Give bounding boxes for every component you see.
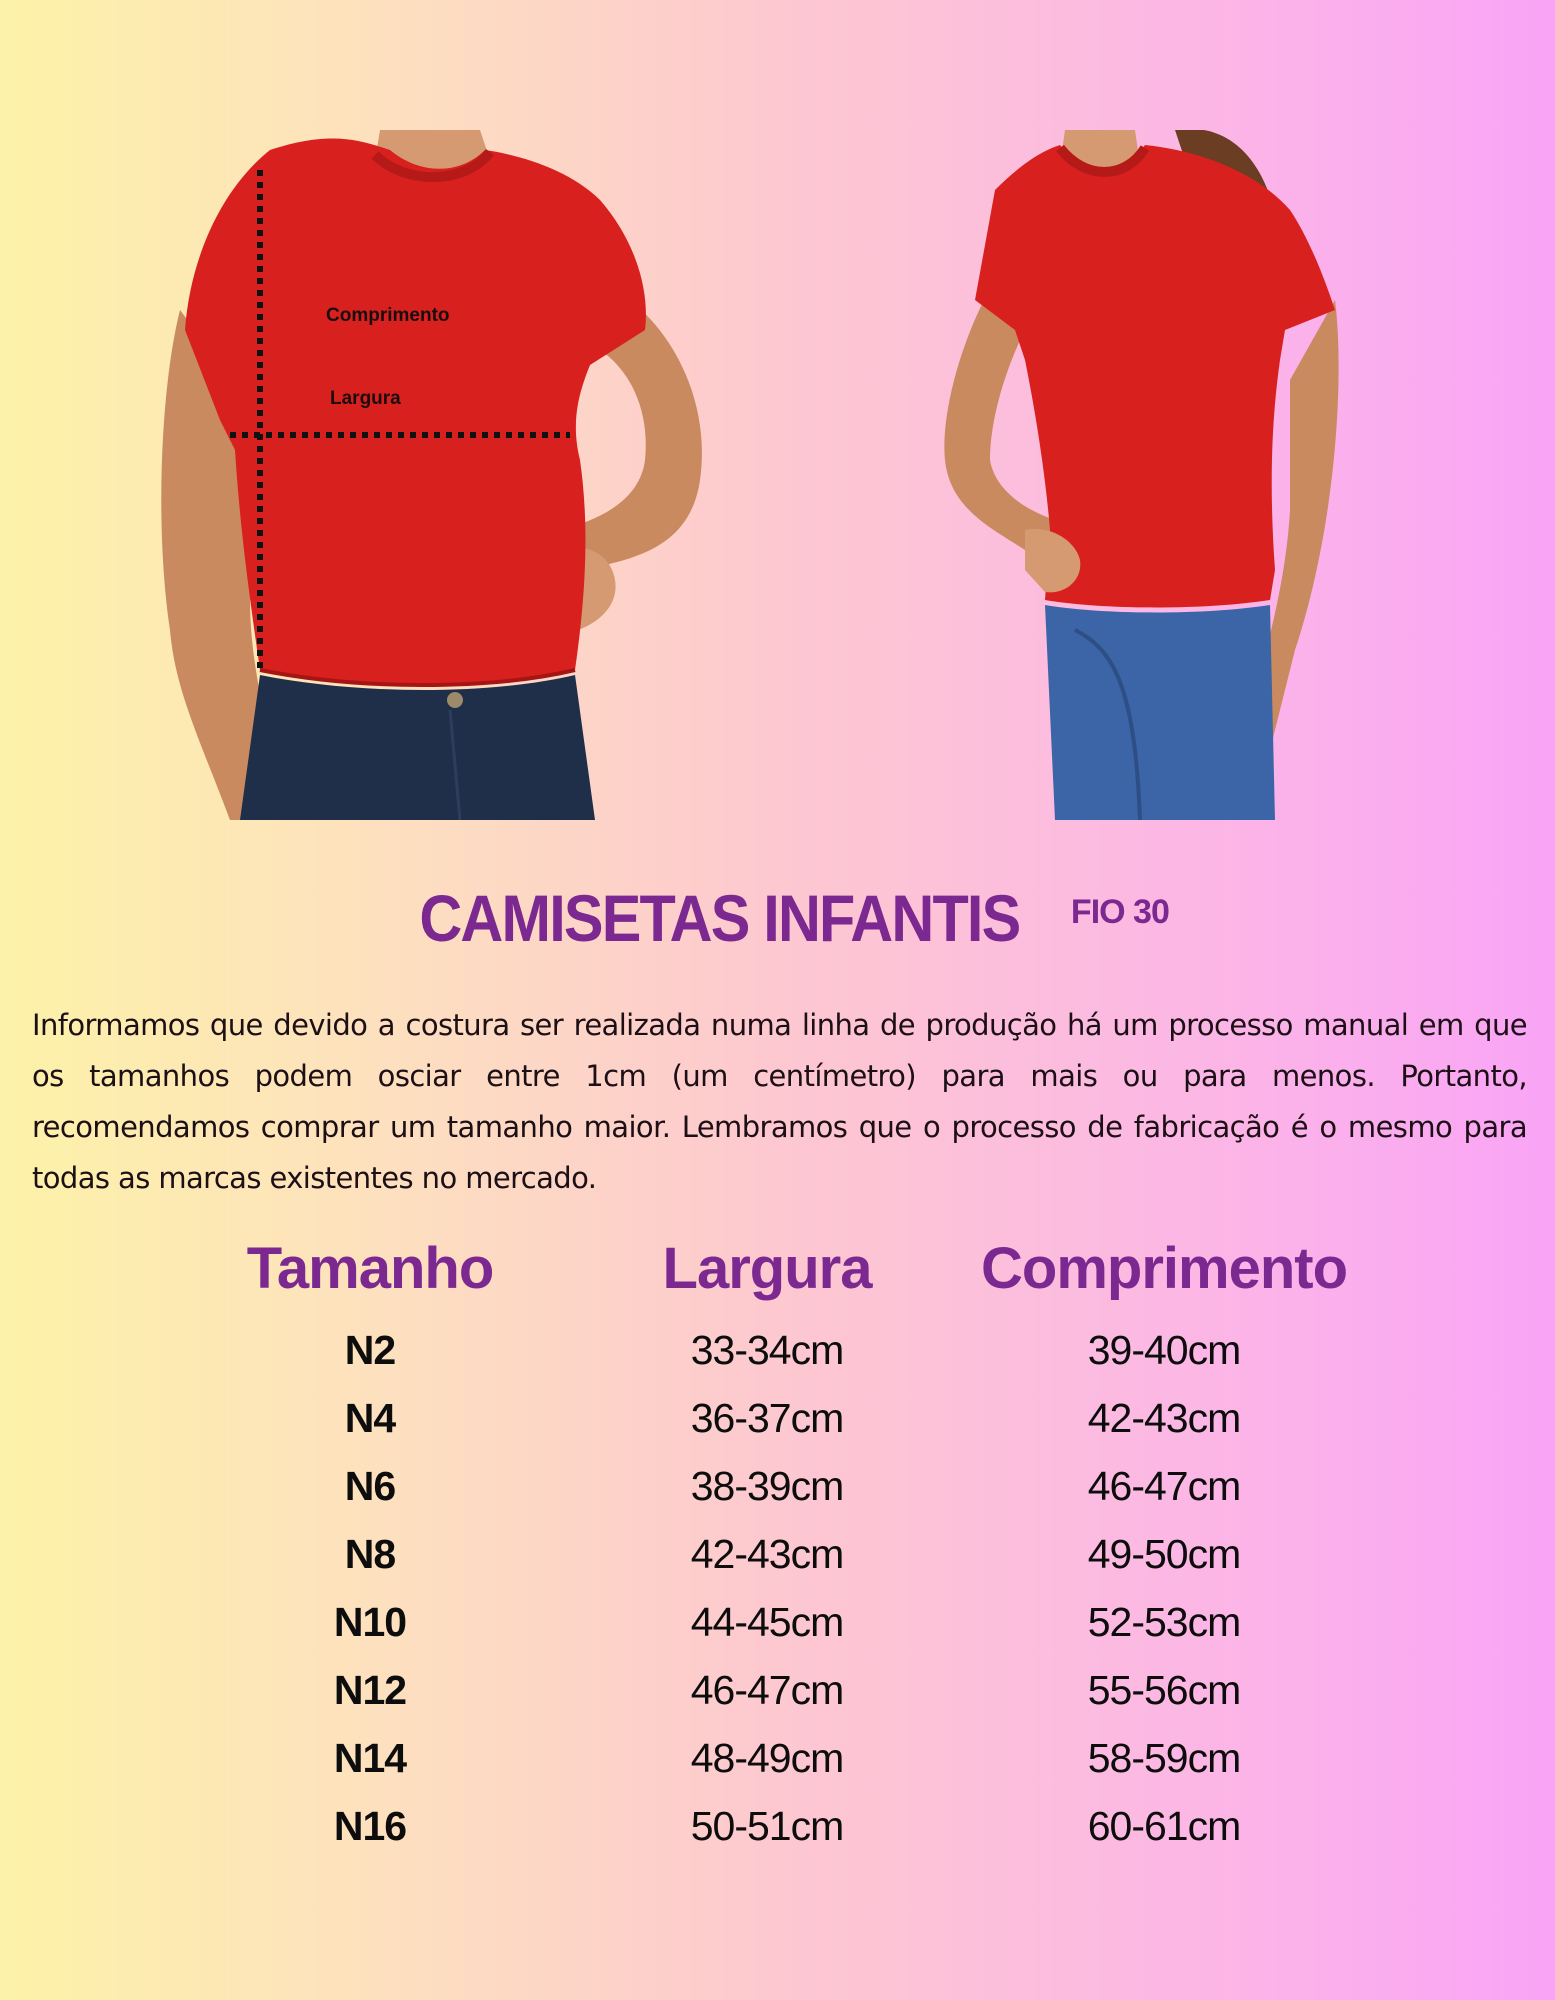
- notice-paragraph: Informamos que devido a costura ser realizada numa linha de produção há um processo manual em que os tamanhos podem osciar entre 1cm (um centímetro) para mais ou para menos. Portanto, recomendamos comprar um tamanho maior. Lembramos que o processo de fabricação é o mesmo para todas as marcas existentes no mercado.: [32, 1008, 1527, 1195]
- model-photo: [935, 130, 1395, 820]
- cell-width: 38-39cm: [690, 1463, 844, 1509]
- title-sub: FIO 30: [1070, 893, 1169, 931]
- cell-size: N12: [333, 1667, 407, 1713]
- header-width: Largura: [662, 1236, 872, 1301]
- cell-length: 52-53cm: [1087, 1599, 1241, 1645]
- cell-length: 60-61cm: [1087, 1803, 1241, 1849]
- cell-size: N6: [344, 1463, 396, 1509]
- comprimento-guide-label: Comprimento: [326, 305, 450, 326]
- largura-guide-label: Largura: [330, 388, 401, 409]
- cell-size: N4: [344, 1395, 396, 1441]
- cell-size: N14: [333, 1735, 407, 1781]
- cell-width: 48-49cm: [690, 1735, 844, 1781]
- cell-width: 42-43cm: [690, 1531, 844, 1577]
- cell-width: 36-37cm: [690, 1395, 844, 1441]
- cell-length: 39-40cm: [1087, 1327, 1241, 1373]
- cell-width: 33-34cm: [690, 1327, 844, 1373]
- cell-size: N10: [333, 1599, 407, 1645]
- cell-length: 46-47cm: [1087, 1463, 1241, 1509]
- cell-size: N16: [333, 1803, 407, 1849]
- cell-width: 50-51cm: [690, 1803, 844, 1849]
- title-main: CAMISETAS INFANTIS: [419, 881, 1020, 955]
- cell-length: 55-56cm: [1087, 1667, 1241, 1713]
- header-size: Tamanho: [246, 1236, 494, 1301]
- cell-size: N8: [344, 1531, 396, 1577]
- cell-width: 44-45cm: [690, 1599, 844, 1645]
- page-title: [0, 880, 1555, 956]
- measurement-photo: [160, 130, 720, 820]
- cell-length: 42-43cm: [1087, 1395, 1241, 1441]
- cell-size: N2: [344, 1327, 396, 1373]
- cell-length: 49-50cm: [1087, 1531, 1241, 1577]
- header-length: Comprimento: [981, 1236, 1347, 1301]
- cell-length: 58-59cm: [1087, 1735, 1241, 1781]
- cell-width: 46-47cm: [690, 1667, 844, 1713]
